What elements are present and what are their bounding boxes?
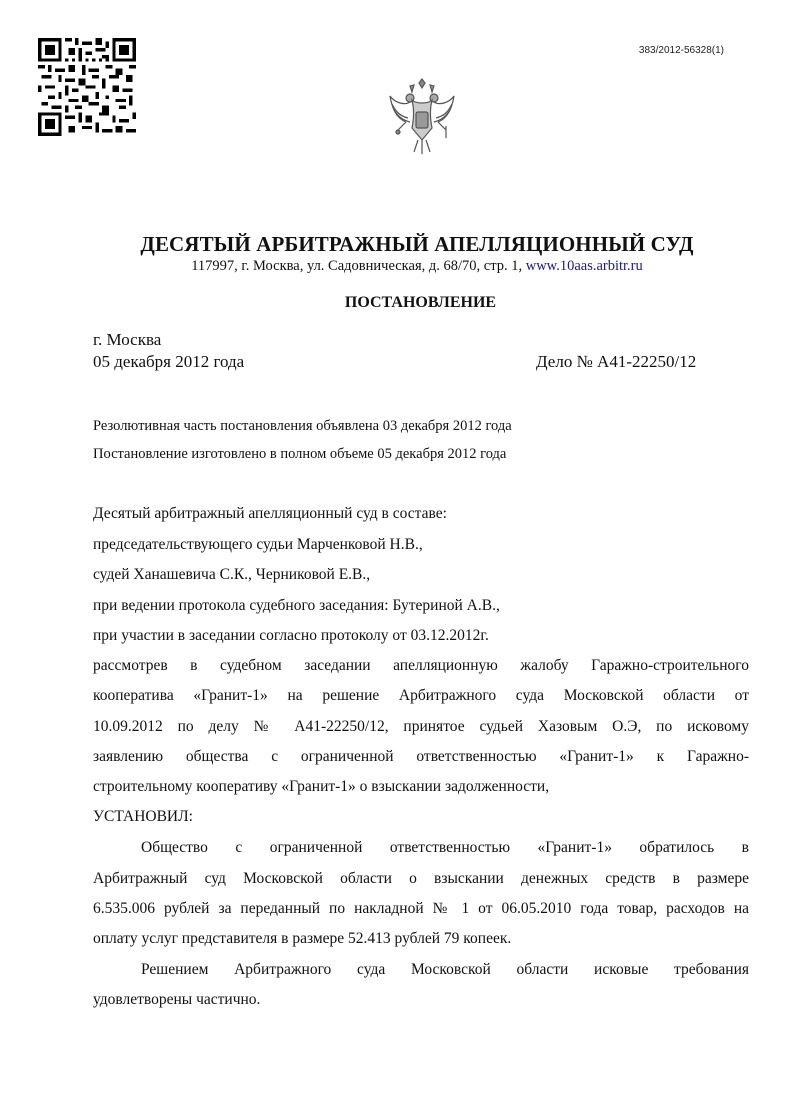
paragraph-line: рассмотрев в судебном заседании апелляционную жалобу Гаражно-строительного: [93, 657, 749, 674]
paragraph-line: заявлению общества с ограниченной ответственностью «Гранит-1» к Гаражно-: [93, 748, 749, 765]
body-line: при участии в заседании согласно протоколу от 03.12.2012г.: [93, 627, 489, 644]
paragraph-line: Общество с ограниченной ответственностью «Гранит-1» обратилось в: [141, 839, 749, 856]
body-line: при ведении протокола судебного заседания: Бутериной А.В.,: [93, 597, 500, 614]
document-number: 383/2012-56328(1): [638, 45, 724, 56]
website-link[interactable]: www.10aas.arbitr.ru: [525, 258, 643, 274]
address-text: 117997, г. Москва, ул. Садовническая, д. 68/70, стр. 1,: [191, 258, 526, 274]
paragraph-line: удовлетворены частично.: [93, 991, 261, 1008]
coat-of-arms-emblem: [386, 78, 458, 158]
body-line: Десятый арбитражный апелляционный суд в составе:: [93, 505, 447, 522]
resolution-announced-line: Резолютивная часть постановления объявлена 03 декабря 2012 года: [93, 418, 512, 434]
body-line: председательствующего судьи Марченковой Н.В.,: [93, 536, 423, 553]
paragraph-line: 10.09.2012 по делу № А41-22250/12, принятое судьей Хазовым О.Э, по исковому: [93, 718, 749, 735]
paragraph-line: Решением Арбитражного суда Московской области исковые требования: [141, 961, 749, 978]
qr-code: [38, 38, 136, 136]
established-heading: УСТАНОВИЛ:: [93, 808, 193, 825]
paragraph-line: Арбитражный суд Московской области о взыскании денежных средств в размере: [93, 870, 749, 887]
city: г. Москва: [93, 330, 162, 349]
paragraph-line: оплату услуг представителя в размере 52.413 рублей 79 копеек.: [93, 930, 512, 947]
resolution-full-line: Постановление изготовлено в полном объеме 05 декабря 2012 года: [93, 446, 507, 462]
court-name-heading: ДЕСЯТЫЙ АРБИТРАЖНЫЙ АПЕЛЛЯЦИОННЫЙ СУД: [140, 232, 694, 256]
court-address: [0, 258, 786, 275]
document-type-title: ПОСТАНОВЛЕНИЕ: [344, 294, 497, 311]
paragraph-line: 6.535.006 рублей за переданный по накладной № 1 от 06.05.2010 года товар, расходов на: [93, 900, 749, 917]
document-date: 05 декабря 2012 года: [93, 352, 245, 371]
case-number: Дело № А41-22250/12: [536, 352, 697, 371]
body-line: судей Ханашевича С.К., Черниковой Е.В.,: [93, 566, 371, 583]
paragraph-line: строительному кооперативу «Гранит-1» о взыскании задолженности,: [93, 778, 550, 795]
paragraph-line: кооператива «Гранит-1» на решение Арбитражного суда Московской области от: [93, 687, 749, 704]
